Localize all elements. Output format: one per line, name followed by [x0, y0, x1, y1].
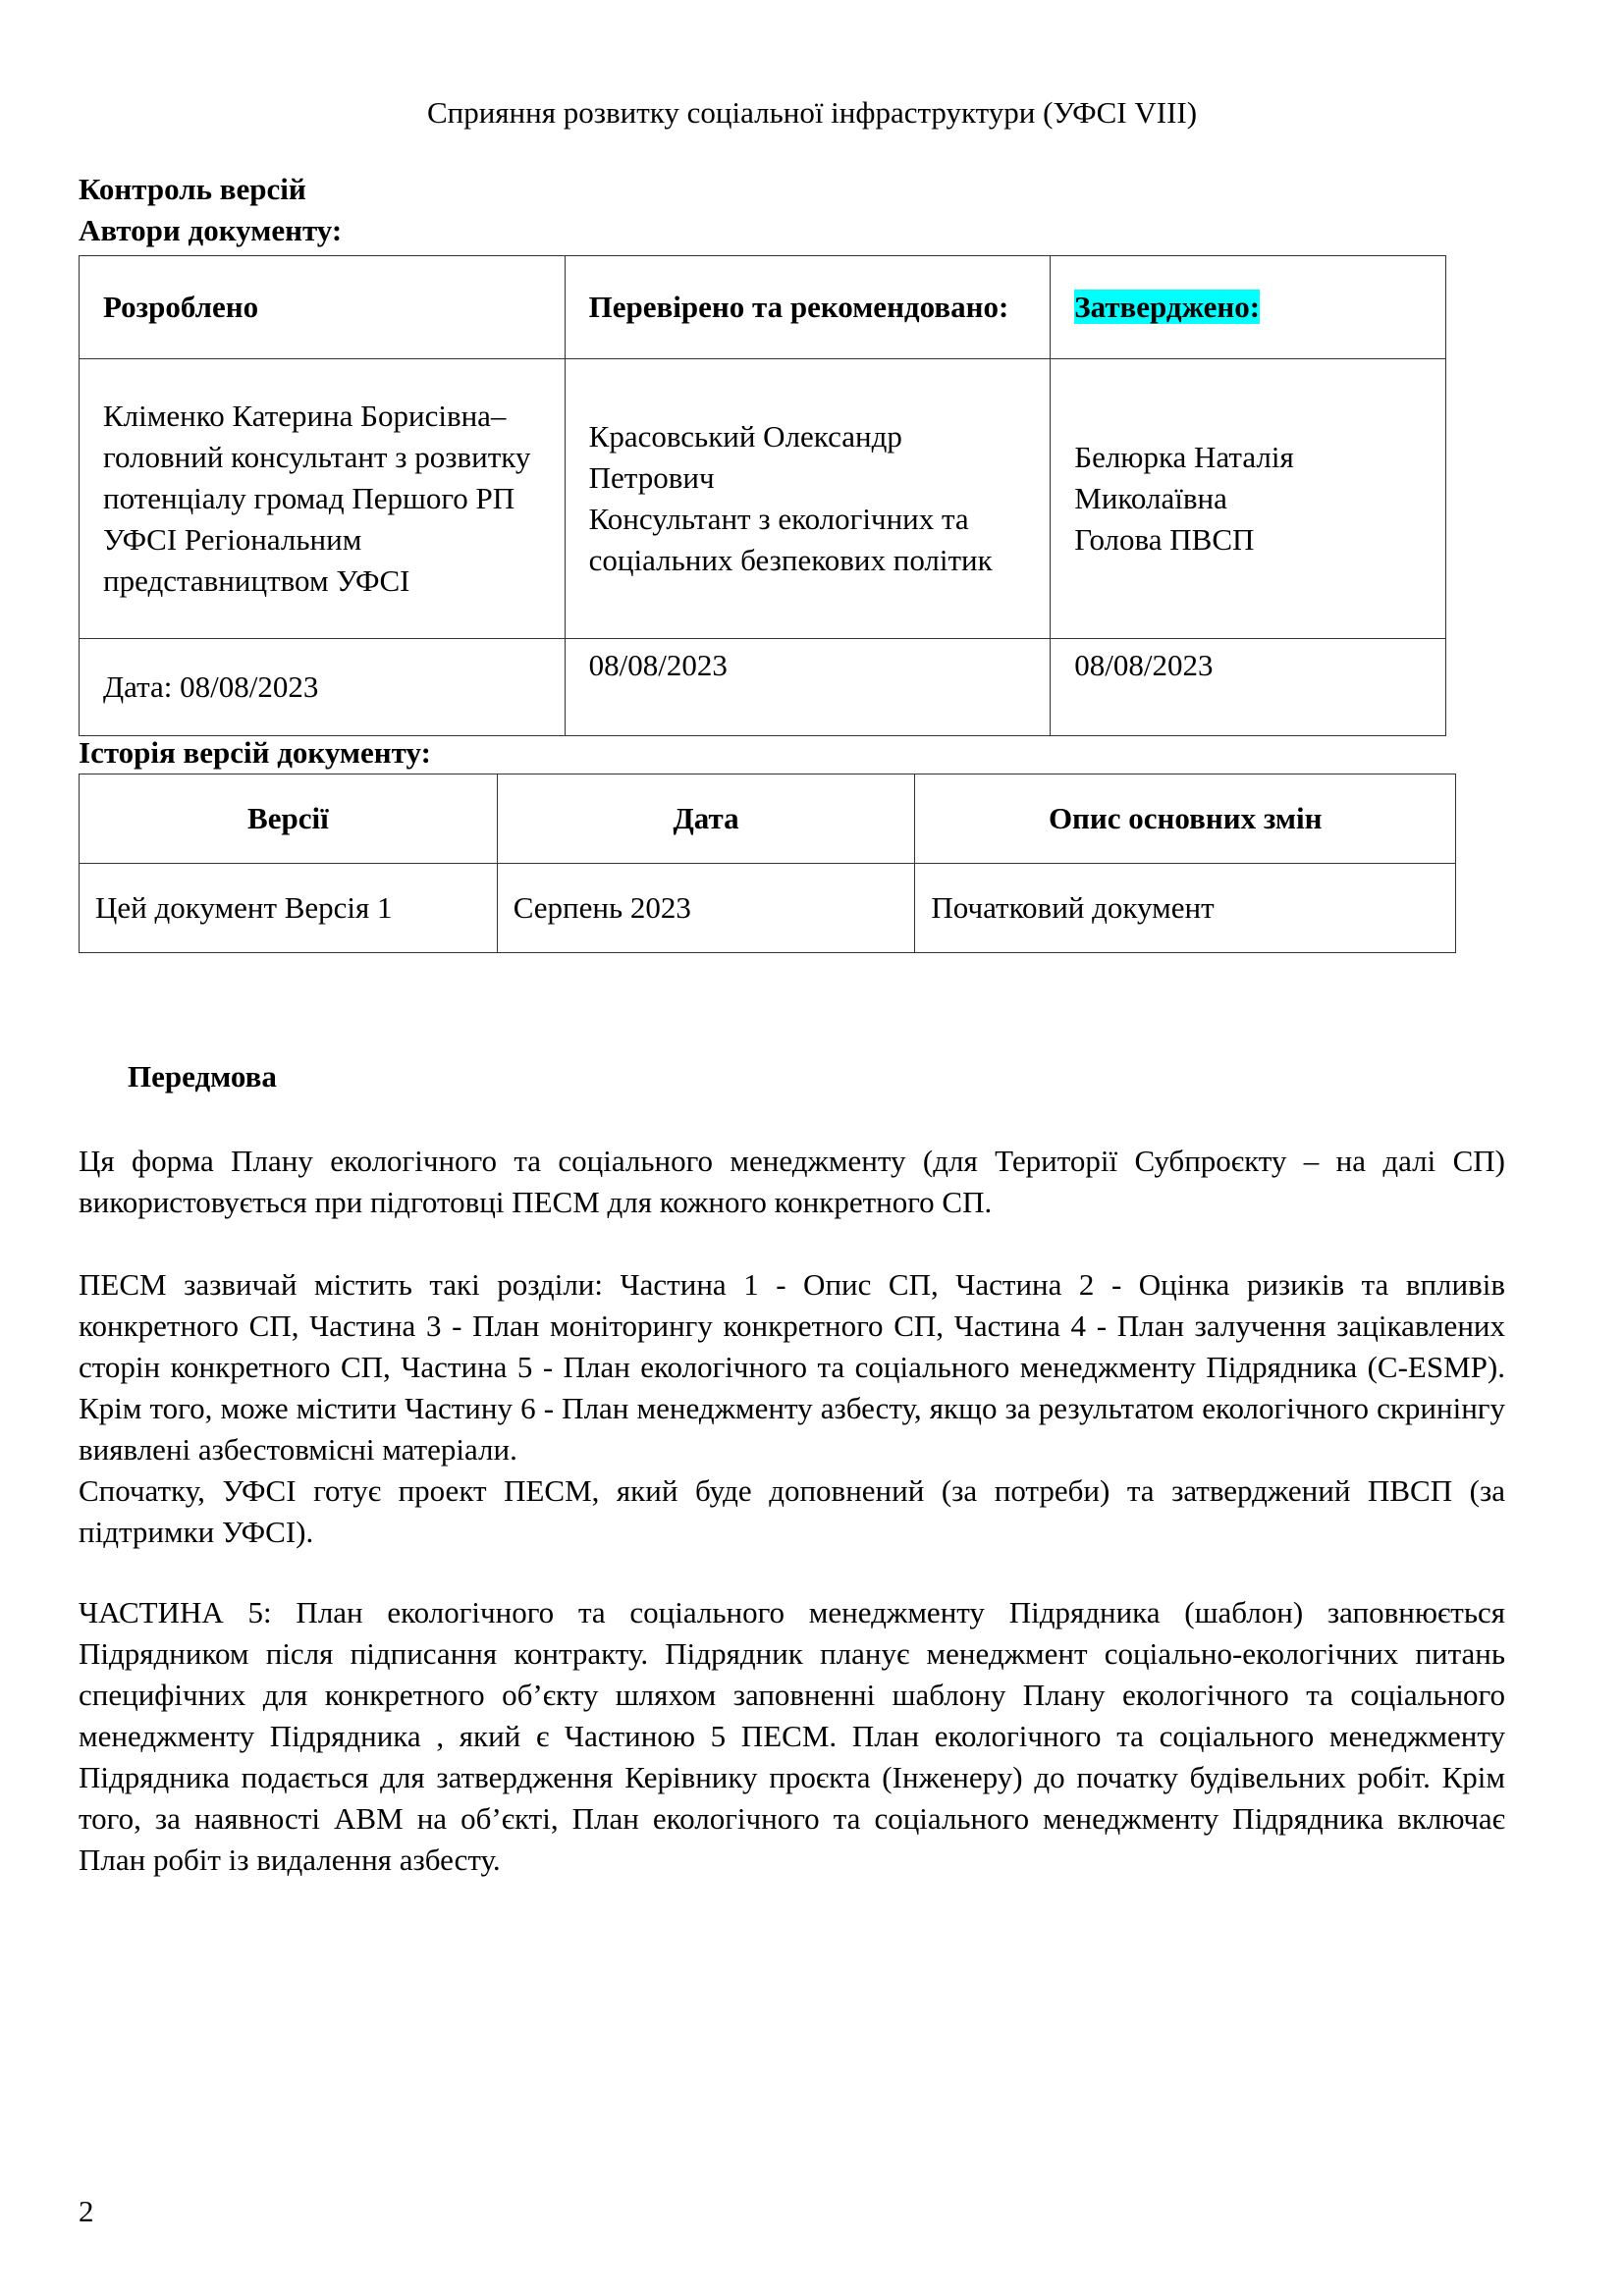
version-history-table [79, 774, 1456, 953]
author-developer: Кліменко Катерина Борисівна– головний консультант з розвитку потенціалу громад Першого РП УФСІ Регіональним представництвом УФСІ [80, 359, 566, 639]
history-version-cell: Цей документ Версія 1 [80, 864, 498, 953]
version-control-heading: Контроль версій [79, 172, 306, 206]
preface-title: Передмова [128, 1059, 277, 1094]
date-approved: 08/08/2023 [1051, 639, 1446, 736]
column-date: Дата [497, 774, 915, 864]
running-header: Сприяння розвитку соціальної інфраструктури (УФСІ VIII) [426, 95, 1198, 130]
history-changes-cell: Початковий документ [915, 864, 1456, 953]
authors-names-row [80, 359, 1446, 639]
column-reviewed: Перевірено та рекомендовано: [565, 256, 1051, 359]
column-developed: Розроблено [80, 256, 566, 359]
page-number: 2 [79, 2194, 94, 2228]
author-approver: Белюрка Наталія Миколаївна Голова ПВСП [1051, 359, 1446, 639]
date-developed: Дата: 08/08/2023 [80, 639, 566, 736]
date-reviewed: 08/08/2023 [565, 639, 1051, 736]
author-reviewer: Красовський Олександр Петрович Консультант з екологічних та соціальних безпекових політик [565, 359, 1051, 639]
history-header-row [80, 774, 1456, 864]
authors-table [79, 255, 1446, 736]
preface-paragraph-1: Ця форма Плану екологічного та соціального менеджменту (для Території Субпроєкту – на далі СП) використовується при підготовці ПЕСМ для кожного конкретного СП. [79, 1144, 1505, 1219]
history-heading: Історія версій документу: [79, 735, 431, 770]
column-changes: Опис основних змін [915, 774, 1456, 864]
approved-highlight: Затверджено: [1074, 290, 1261, 325]
authors-dates-row [80, 639, 1446, 736]
column-approved [1051, 256, 1446, 359]
authors-heading: Автори документу: [79, 213, 343, 247]
table-row [80, 864, 1456, 953]
preface-paragraph-2: ПЕСМ зазвичай містить такі розділи: Частина 1 - Опис СП, Частина 2 - Оцінка ризиків та впливів конкретного СП, Частина 3 - План моніторингу конкретного СП, Частина 4 - План залучення зацікавлених сторін конкретного СП, Частина 5 - План екологічного та соціального менеджменту Підрядника (C-ESMP). Крім того, може містити Частину 6 - План менеджменту азбесту, якщо за результатом екологічного скринінгу виявлені азбестовмісні матеріали. [79, 1267, 1505, 1467]
history-date-cell: Серпень 2023 [497, 864, 915, 953]
preface-paragraph-3: Спочатку, УФСІ готує проект ПЕСМ, який буде доповнений (за потреби) та затверджений ПВСП (за підтримки УФСІ). [79, 1473, 1505, 1549]
authors-header-row [80, 256, 1446, 359]
column-versions: Версії [80, 774, 498, 864]
preface-paragraph-4: ЧАСТИНА 5: План екологічного та соціального менеджменту Підрядника (шаблон) заповнюється Підрядником після підписання контракту. Підрядник планує менеджмент соціально-екологічних питань специфічних для конкретного об’єкту шляхом заповненні шаблону Плану екологічного та соціального менеджменту Підрядника , який є Частиною 5 ПЕСМ. План екологічного та соціального менеджменту Підрядника подається для затвердження Керівнику проєкта (Інженеру) до початку будівельних робіт. Крім того, за наявності АВМ на об’єкті, План екологічного та соціального менеджменту Підрядника включає План робіт із видалення азбесту. [79, 1595, 1505, 1877]
